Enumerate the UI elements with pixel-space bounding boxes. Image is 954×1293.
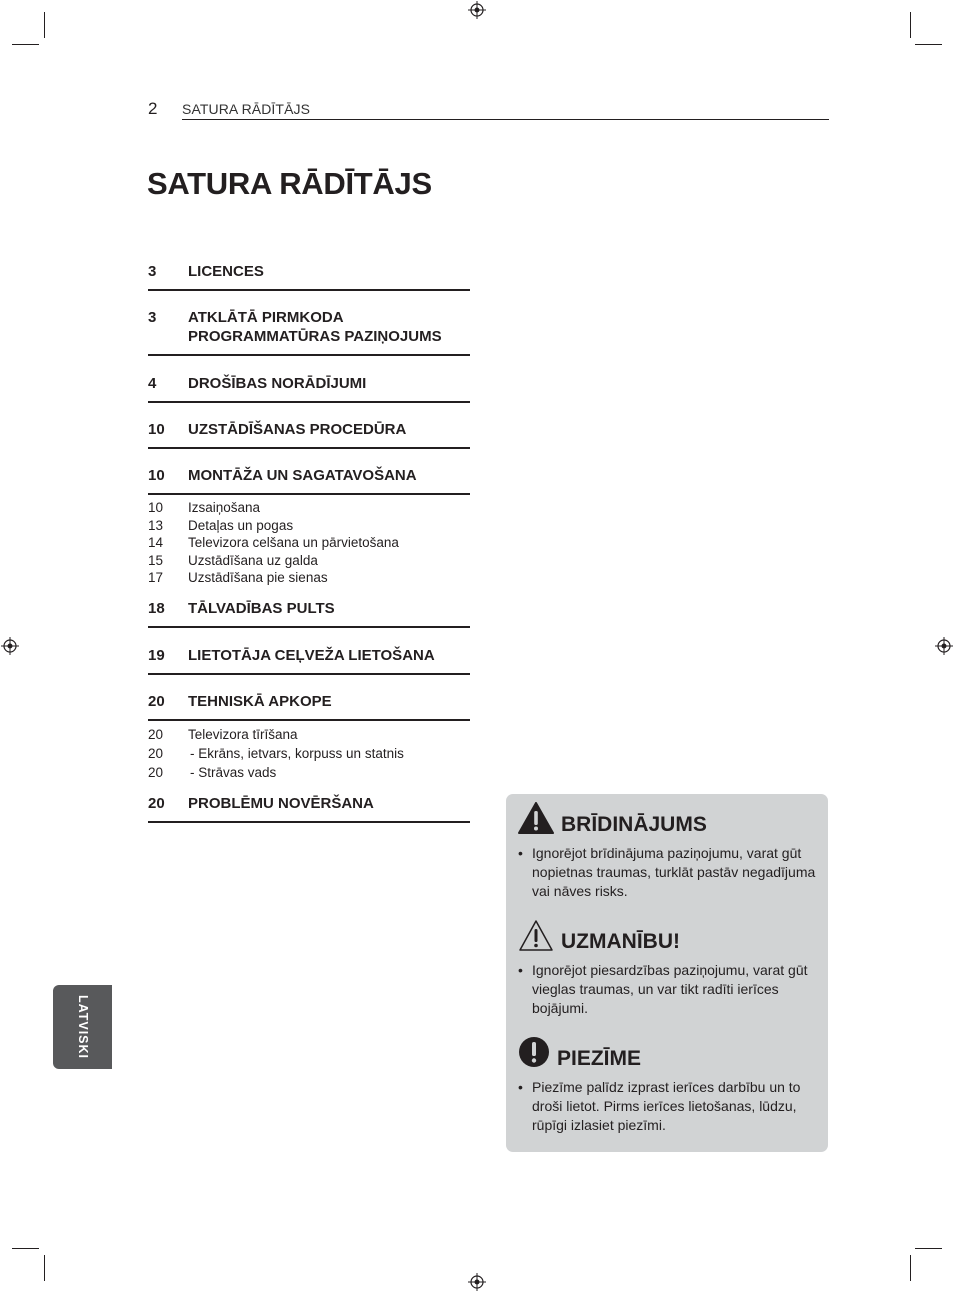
toc-sub-title: Televizora tīrīšana bbox=[188, 727, 298, 742]
toc-entry[interactable] bbox=[148, 420, 470, 449]
toc-page: 20 bbox=[148, 795, 165, 812]
crop-mark bbox=[910, 12, 911, 38]
running-header: SATURA RĀDĪTĀJS bbox=[182, 101, 311, 117]
toc-entry[interactable] bbox=[148, 794, 470, 823]
toc-title: MONTĀŽA UN SAGATAVOŠANA bbox=[188, 467, 417, 484]
toc-sub-title: Izsaiņošana bbox=[188, 500, 261, 515]
toc-entry[interactable] bbox=[148, 646, 470, 675]
toc-page: 10 bbox=[148, 467, 165, 484]
crop-mark bbox=[915, 1248, 942, 1249]
toc-sub-page: 14 bbox=[148, 535, 164, 550]
warning-section bbox=[506, 802, 828, 901]
caution-triangle-outline-icon bbox=[518, 919, 554, 952]
page-number: 2 bbox=[148, 99, 158, 118]
toc-sub-title: Uzstādīšana uz galda bbox=[188, 552, 318, 568]
note-text: • Piezīme palīdz izprast ierīces darbību un to droši lietot. Pirms ierīces lietošanas, lūdzu, rūpīgi izlasiet piezīmi. bbox=[518, 1079, 801, 1133]
toc-entry[interactable] bbox=[148, 308, 470, 356]
toc-title: LIETOTĀJA CEĻVEŽA LIETOŠANA bbox=[188, 647, 435, 664]
toc-subentry[interactable] bbox=[148, 552, 470, 570]
toc-sub-page: 17 bbox=[148, 570, 164, 585]
toc-sub-title: - Ekrāns, ietvars, korpuss un statnis bbox=[190, 746, 404, 761]
toc-entry[interactable] bbox=[148, 262, 470, 291]
page-title: SATURA RĀDĪTĀJS bbox=[147, 166, 432, 201]
crop-mark bbox=[12, 44, 39, 45]
crop-mark bbox=[44, 12, 45, 38]
note-exclamation-circle-icon bbox=[518, 1036, 552, 1070]
toc-sub-title: - Strāvas vads bbox=[190, 765, 277, 780]
crop-mark bbox=[12, 1248, 39, 1249]
toc-title: DROŠĪBAS NORĀDĪJUMI bbox=[188, 375, 367, 392]
registration-mark-icon bbox=[468, 1, 486, 19]
toc-title: UZSTĀDĪŠANAS PROCEDŪRA bbox=[188, 421, 407, 438]
warning-title: BRĪDINĀJUMS bbox=[561, 813, 707, 836]
toc-sub-title: Uzstādīšana pie sienas bbox=[188, 570, 328, 585]
toc-subentry[interactable] bbox=[148, 534, 470, 552]
language-label: LATVISKI bbox=[75, 994, 90, 1060]
toc-title: LICENCES bbox=[188, 263, 264, 280]
note-title: PIEZĪME bbox=[557, 1047, 642, 1070]
caution-title: UZMANĪBU! bbox=[561, 930, 680, 953]
toc-title: PROBLĒMU NOVĒRŠANA bbox=[188, 795, 374, 812]
warning-triangle-filled-icon bbox=[518, 802, 554, 835]
toc-sub-title: Televizora celšana un pārvietošana bbox=[188, 535, 399, 550]
toc-entry[interactable] bbox=[148, 692, 470, 782]
toc-entry[interactable] bbox=[148, 374, 470, 403]
toc-sublist bbox=[148, 499, 470, 587]
toc-sublist bbox=[148, 725, 470, 782]
toc-subentry[interactable] bbox=[148, 763, 470, 782]
crop-mark bbox=[915, 44, 942, 45]
toc-page: 19 bbox=[148, 647, 165, 664]
toc-page: 18 bbox=[148, 600, 165, 617]
notice-box bbox=[506, 794, 828, 1152]
toc-entry[interactable] bbox=[148, 466, 470, 587]
toc-subentry[interactable] bbox=[148, 499, 470, 517]
toc-sub-page: 20 bbox=[148, 746, 164, 761]
caution-section bbox=[506, 919, 828, 1018]
toc-page: 10 bbox=[148, 421, 165, 438]
toc-sub-page: 13 bbox=[148, 517, 164, 533]
toc-title: TĀLVADĪBAS PULTS bbox=[188, 600, 335, 617]
toc-sub-title: Detaļas un pogas bbox=[188, 517, 294, 533]
toc-page: 20 bbox=[148, 693, 165, 710]
toc-entry[interactable] bbox=[148, 599, 470, 628]
warning-text: • Ignorējot brīdinājuma paziņojumu, varat gūt nopietnas traumas, turklāt pastāv negadījuma vai nāves risks. bbox=[518, 845, 816, 899]
toc-sub-page: 15 bbox=[148, 552, 164, 568]
header-rule bbox=[182, 119, 829, 120]
toc-page: 3 bbox=[148, 263, 157, 280]
toc-title: ATKLĀTĀ PIRMKODA PROGRAMMATŪRAS PAZIŅOJUMS bbox=[188, 309, 442, 345]
crop-mark bbox=[910, 1255, 911, 1281]
registration-mark-icon bbox=[468, 1273, 486, 1291]
toc-sub-page: 20 bbox=[148, 765, 164, 780]
toc-subentry[interactable] bbox=[148, 725, 470, 744]
registration-mark-icon bbox=[935, 637, 953, 655]
toc-subentry[interactable] bbox=[148, 569, 470, 587]
language-side-tab bbox=[53, 985, 112, 1069]
caution-text: • Ignorējot piesardzības paziņojumu, varat gūt vieglas traumas, un var tikt radīti ierīces bojājumi. bbox=[518, 962, 808, 1016]
crop-mark bbox=[44, 1255, 45, 1281]
toc-page: 4 bbox=[148, 375, 157, 392]
registration-mark-icon bbox=[1, 637, 19, 655]
note-section bbox=[506, 1036, 828, 1135]
toc-sub-page: 10 bbox=[148, 500, 164, 515]
toc-subentry[interactable] bbox=[148, 517, 470, 535]
toc-title: TEHNISKĀ APKOPE bbox=[188, 693, 332, 710]
toc-sub-page: 20 bbox=[148, 727, 164, 742]
toc-page: 3 bbox=[148, 309, 157, 326]
toc-subentry[interactable] bbox=[148, 744, 470, 763]
